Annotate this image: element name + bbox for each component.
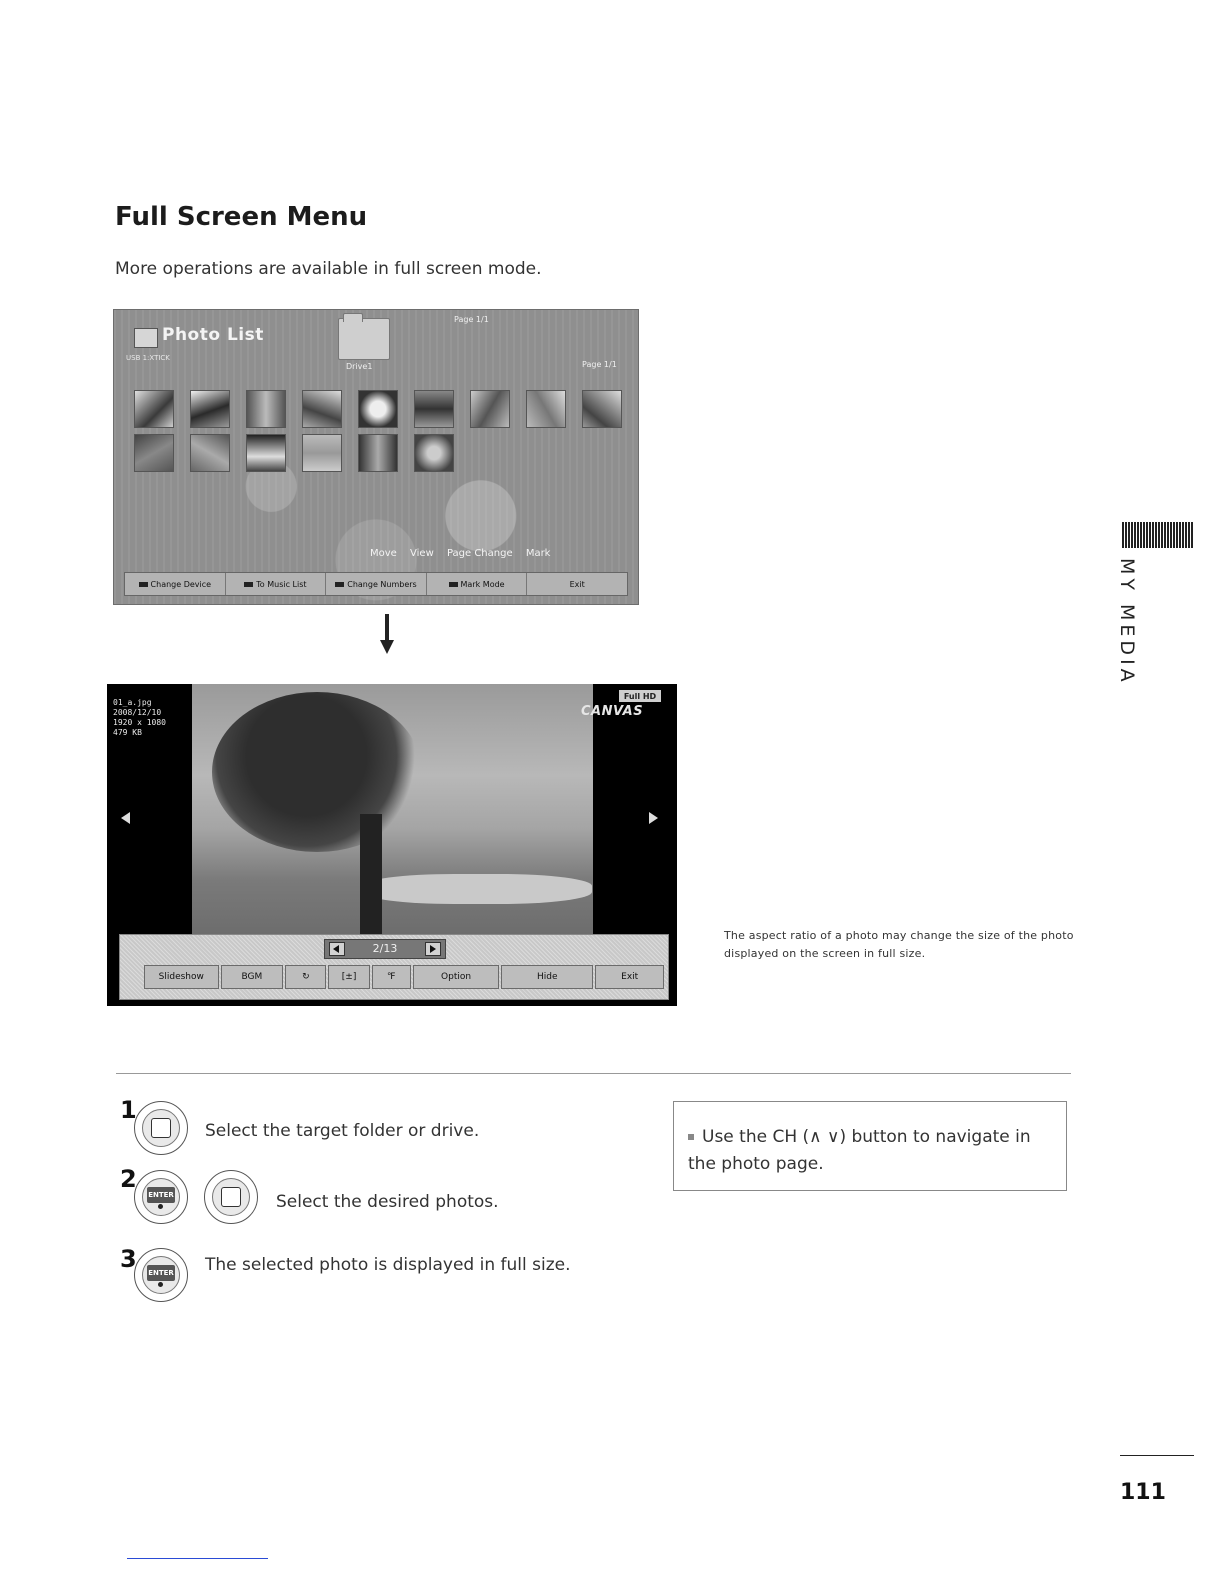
intro-text: More operations are available in full screen mode. [115, 259, 542, 279]
photo-counter-text: 2/13 [372, 942, 398, 955]
hint-view: View [410, 548, 434, 559]
page-rule [1120, 1455, 1194, 1456]
full-hd-badge: Full HD [619, 690, 661, 702]
photo-lake [362, 874, 592, 904]
change-numbers-label: Change Numbers [347, 579, 417, 589]
mark-mode-button[interactable] [427, 573, 528, 595]
hint-page-change: Page Change [446, 548, 513, 559]
photo-counter [324, 939, 446, 959]
step-text: Select the target folder or drive. [205, 1121, 480, 1141]
side-tab-marker [1122, 522, 1194, 548]
folder-icon[interactable] [338, 318, 390, 360]
page-indicator-right: Page 1/1 [582, 360, 617, 369]
step-number: 2 [120, 1165, 137, 1193]
energy-button[interactable]: ℉ [372, 965, 411, 989]
drive-label: Drive1 [346, 362, 373, 371]
enter-button-icon [134, 1248, 188, 1302]
photo-thumbnail[interactable] [134, 390, 174, 428]
photo-thumbnail[interactable] [526, 390, 566, 428]
photo-list-title: Photo List [162, 325, 264, 345]
exit-button[interactable] [527, 573, 627, 595]
section-title: Full Screen Menu [115, 202, 368, 232]
photo-thumbnail[interactable] [358, 434, 398, 472]
hint-mark: Mark [525, 548, 551, 559]
displayed-photo [192, 684, 593, 946]
hint-move: Move [370, 548, 397, 559]
file-date: 2008/12/10 [113, 708, 162, 717]
bottom-link-line [127, 1558, 268, 1559]
photo-thumbnail[interactable] [246, 390, 286, 428]
tip-text: Use the CH (∧ ∨) button to navigate in the photo page. [688, 1127, 1031, 1174]
file-name: 01_a.jpg [113, 698, 152, 707]
enter-button-icon [134, 1170, 188, 1224]
change-device-button[interactable] [125, 573, 226, 595]
side-tab-label: MY MEDIA [1116, 558, 1138, 686]
rotate-button[interactable]: ↻ [285, 965, 326, 989]
mark-mode-label: Mark Mode [460, 579, 505, 589]
zoom-button[interactable]: [±] [328, 965, 369, 989]
next-photo-icon[interactable] [649, 812, 658, 824]
tip-box [673, 1101, 1067, 1191]
counter-next-button[interactable] [425, 942, 441, 956]
change-numbers-button[interactable] [326, 573, 427, 595]
exit-button-full[interactable]: Exit [595, 965, 664, 989]
enter-label: ENTER [147, 1265, 175, 1281]
photo-list-toolbar [124, 572, 628, 596]
full-screen-buttons [144, 965, 664, 987]
divider [116, 1073, 1071, 1074]
file-info [113, 698, 166, 738]
tip-text-wrapper [688, 1124, 1058, 1178]
photo-thumbnail[interactable] [302, 434, 342, 472]
usb-label: USB 1:XTICK [126, 354, 170, 362]
step-number: 1 [120, 1096, 137, 1124]
brand-logo: CANVAS [581, 704, 644, 719]
step-text: The selected photo is displayed in full size. [205, 1255, 571, 1275]
photo-thumbnail[interactable] [190, 434, 230, 472]
file-resolution: 1920 x 1080 [113, 718, 166, 727]
file-size: 479 KB [113, 728, 142, 737]
photo-thumbnail[interactable] [302, 390, 342, 428]
hide-button[interactable]: Hide [501, 965, 593, 989]
photo-thumbnail[interactable] [414, 434, 454, 472]
photo-tree-crown [212, 692, 422, 852]
photo-list-icon [134, 328, 158, 348]
navigation-button-icon [204, 1170, 258, 1224]
page-number: 111 [1120, 1480, 1166, 1505]
page-indicator-top: Page 1/1 [454, 315, 489, 324]
photo-thumbnail[interactable] [470, 390, 510, 428]
exit-label: Exit [569, 579, 585, 589]
down-arrow-icon [380, 614, 394, 654]
navigation-hints [370, 548, 560, 559]
photo-thumbnail[interactable] [582, 390, 622, 428]
slideshow-button[interactable]: Slideshow [144, 965, 219, 989]
enter-label: ENTER [147, 1187, 175, 1203]
previous-photo-icon[interactable] [121, 812, 130, 824]
photo-list-screen [113, 309, 639, 605]
navigation-button-icon [134, 1101, 188, 1155]
change-device-label: Change Device [150, 579, 212, 589]
full-screen-view [107, 684, 677, 1006]
photo-thumbnail[interactable] [414, 390, 454, 428]
bgm-button[interactable]: BGM [221, 965, 284, 989]
bullet-icon [688, 1134, 694, 1140]
photo-thumbnail[interactable] [190, 390, 230, 428]
step-number: 3 [120, 1245, 137, 1273]
to-music-list-label: To Music List [256, 579, 307, 589]
full-screen-control-bar [119, 934, 669, 1000]
aspect-ratio-note: The aspect ratio of a photo may change the size of the photo displayed on the screen in full size. [724, 929, 1074, 960]
to-music-list-button[interactable] [226, 573, 327, 595]
step-text: Select the desired photos. [276, 1192, 499, 1212]
option-button[interactable]: Option [413, 965, 499, 989]
photo-thumbnail[interactable] [246, 434, 286, 472]
photo-thumbnail[interactable] [134, 434, 174, 472]
photo-thumbnail[interactable] [358, 390, 398, 428]
